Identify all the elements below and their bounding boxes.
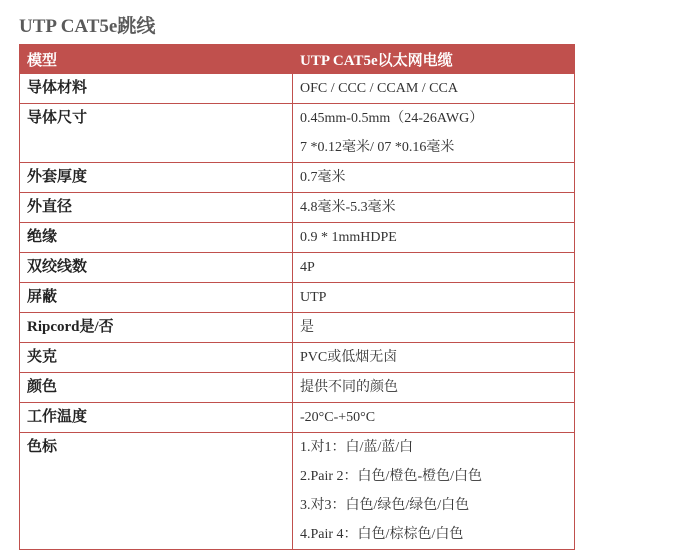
row-value: 1.对1：白/蓝/蓝/白 2.Pair 2：白色/橙色-橙色/白色 3.对3：白色/绿色/绿色/白色 4.Pair 4：白色/棕棕色/白色 — [293, 433, 575, 550]
table-row — [20, 163, 575, 193]
table-row — [20, 433, 575, 550]
table-row — [20, 283, 575, 313]
table-header-row — [20, 45, 575, 74]
row-value: 是 — [293, 313, 575, 343]
table-row — [20, 343, 575, 373]
row-value: -20°C-+50°C — [293, 403, 575, 433]
row-value: 4.8毫米-5.3毫米 — [293, 193, 575, 223]
header-value: UTP CAT5e以太网电缆 — [293, 45, 575, 74]
table-row — [20, 193, 575, 223]
row-value: 4P — [293, 253, 575, 283]
row-key: 夹克 — [20, 343, 293, 373]
row-value: 0.45mm-0.5mm（24-26AWG） 7 *0.12毫米/ 07 *0.16毫米 — [293, 104, 575, 163]
row-key: 工作温度 — [20, 403, 293, 433]
row-key: 导体材料 — [20, 74, 293, 104]
table-row — [20, 223, 575, 253]
row-key: 导体尺寸 — [20, 104, 293, 163]
table-row — [20, 104, 575, 163]
table-row — [20, 403, 575, 433]
page-title: UTP CAT5e跳线 — [19, 16, 156, 37]
row-key: Ripcord是/否 — [20, 313, 293, 343]
table-row — [20, 373, 575, 403]
row-value: 0.9 * 1mmHDPE — [293, 223, 575, 253]
table-row — [20, 74, 575, 104]
row-key: 屏蔽 — [20, 283, 293, 313]
row-value: UTP — [293, 283, 575, 313]
header-key: 模型 — [20, 45, 293, 74]
row-key: 外套厚度 — [20, 163, 293, 193]
row-key: 双绞线数 — [20, 253, 293, 283]
row-key: 色标 — [20, 433, 293, 550]
table-row — [20, 313, 575, 343]
row-key: 外直径 — [20, 193, 293, 223]
spec-table — [19, 44, 575, 550]
row-value: OFC / CCC / CCAM / CCA — [293, 74, 575, 104]
row-key: 绝缘 — [20, 223, 293, 253]
row-value: 0.7毫米 — [293, 163, 575, 193]
row-key: 颜色 — [20, 373, 293, 403]
row-value: PVC或低烟无卤 — [293, 343, 575, 373]
row-value: 提供不同的颜色 — [293, 373, 575, 403]
table-row — [20, 253, 575, 283]
